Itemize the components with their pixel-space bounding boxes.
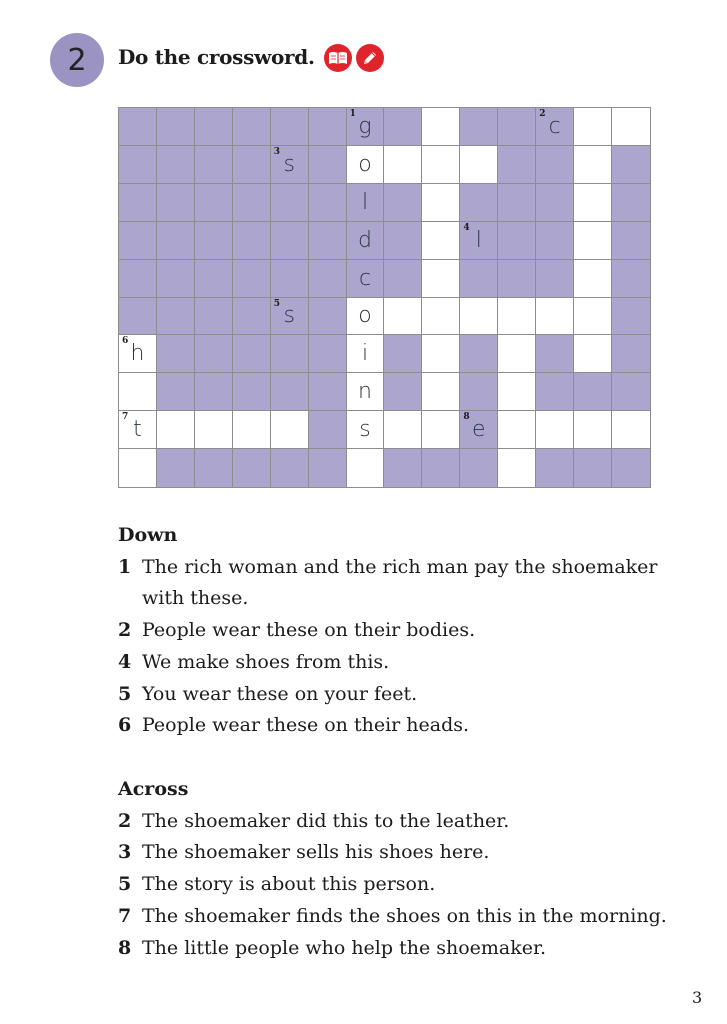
crossword-cell[interactable] [422, 335, 460, 373]
crossword-shaded-cell [271, 449, 309, 487]
clue-text: You wear these on your feet. [142, 682, 418, 705]
cell-letter: e [472, 417, 486, 443]
clue-number: 4 [118, 650, 132, 673]
crossword-shaded-cell [460, 411, 498, 449]
clue-number: 5 [118, 682, 132, 705]
clue-text: The shoemaker sells his shoes here. [142, 841, 490, 864]
crossword-shaded-cell [612, 298, 650, 336]
crossword-cell[interactable] [574, 146, 612, 184]
clue-item [118, 901, 702, 933]
crossword-shaded-cell [233, 108, 271, 146]
crossword-shaded-cell [612, 449, 650, 487]
crossword-cell[interactable] [574, 298, 612, 336]
crossword-cell[interactable] [574, 108, 612, 146]
crossword-shaded-cell [460, 373, 498, 411]
crossword-cell[interactable] [384, 298, 422, 336]
crossword-shaded-cell [612, 373, 650, 411]
clue-number-label: 7 [122, 412, 129, 423]
crossword-cell[interactable] [347, 411, 385, 449]
crossword-cell[interactable] [384, 146, 422, 184]
crossword-shaded-cell [309, 108, 347, 146]
exercise-number-badge [50, 33, 104, 87]
crossword-shaded-cell [347, 222, 385, 260]
clue-number: 6 [118, 714, 132, 737]
crossword-shaded-cell [157, 108, 195, 146]
clue-number: 2 [118, 809, 132, 832]
crossword-shaded-cell [233, 184, 271, 222]
crossword-shaded-cell [384, 222, 422, 260]
crossword-shaded-cell [574, 373, 612, 411]
crossword-shaded-cell [119, 184, 157, 222]
crossword-shaded-cell [536, 260, 574, 298]
crossword-shaded-cell [460, 335, 498, 373]
crossword-shaded-cell [384, 184, 422, 222]
clue-item [118, 679, 702, 711]
crossword-shaded-cell [157, 449, 195, 487]
crossword-shaded-cell [195, 335, 233, 373]
crossword-shaded-cell [384, 373, 422, 411]
crossword-shaded-cell [233, 222, 271, 260]
cell-letter: l [361, 189, 369, 215]
cell-letter: d [358, 227, 372, 253]
clue-number-label: 4 [463, 222, 470, 233]
crossword-cell[interactable] [422, 373, 460, 411]
crossword-shaded-cell [157, 298, 195, 336]
crossword-shaded-cell [119, 298, 157, 336]
clue-number-label: 1 [349, 109, 356, 119]
crossword-shaded-cell [309, 373, 347, 411]
crossword-cell[interactable] [347, 146, 385, 184]
crossword-shaded-cell [195, 373, 233, 411]
crossword-shaded-cell [612, 184, 650, 222]
clue-number-label: 6 [122, 336, 129, 347]
crossword-cell[interactable] [574, 222, 612, 260]
crossword-cell[interactable] [574, 260, 612, 298]
crossword-cell[interactable] [536, 411, 574, 449]
clue-item [118, 647, 702, 679]
crossword-shaded-cell [233, 260, 271, 298]
crossword-shaded-cell [157, 335, 195, 373]
crossword-shaded-cell [119, 222, 157, 260]
exercise-number: 2 [67, 42, 87, 78]
pencil-icon [356, 44, 384, 72]
clue-item [118, 933, 702, 965]
crossword-shaded-cell [271, 373, 309, 411]
crossword-shaded-cell [460, 222, 498, 260]
crossword-shaded-cell [460, 449, 498, 487]
crossword-cell[interactable] [574, 411, 612, 449]
clue-number-label: 8 [463, 412, 470, 423]
crossword-cell[interactable] [460, 146, 498, 184]
crossword-cell[interactable] [422, 260, 460, 298]
crossword-shaded-cell [309, 184, 347, 222]
crossword-cell[interactable] [271, 411, 309, 449]
clue-item [118, 869, 702, 901]
cell-letter: s [283, 151, 295, 177]
clue-text: The story is about this person. [142, 873, 436, 896]
crossword-shaded-cell [347, 184, 385, 222]
crossword-shaded-cell [309, 335, 347, 373]
crossword-shaded-cell [498, 108, 536, 146]
crossword-cell[interactable] [347, 373, 385, 411]
crossword-shaded-cell [195, 222, 233, 260]
crossword-cell[interactable] [119, 449, 157, 487]
crossword-cell[interactable] [119, 373, 157, 411]
crossword-shaded-cell [460, 108, 498, 146]
crossword-shaded-cell [498, 260, 536, 298]
crossword-cell[interactable] [347, 298, 385, 336]
crossword-shaded-cell [195, 449, 233, 487]
clue-number-label: 3 [273, 146, 280, 157]
cell-letter: i [361, 341, 369, 367]
crossword-shaded-cell [233, 298, 271, 336]
crossword-shaded-cell [536, 184, 574, 222]
crossword-shaded-cell [422, 449, 460, 487]
clue-text: We make shoes from this. [142, 650, 390, 673]
crossword-shaded-cell [157, 184, 195, 222]
crossword-shaded-cell [271, 146, 309, 184]
across-clues [118, 774, 702, 964]
crossword-cell[interactable] [422, 146, 460, 184]
crossword-shaded-cell [460, 260, 498, 298]
crossword-shaded-cell [536, 449, 574, 487]
crossword-shaded-cell [195, 146, 233, 184]
crossword-cell[interactable] [422, 108, 460, 146]
crossword-shaded-cell [233, 146, 271, 184]
crossword-shaded-cell [157, 260, 195, 298]
cell-letter: c [548, 113, 561, 139]
clue-number-label: 2 [539, 109, 546, 119]
crossword-shaded-cell [384, 108, 422, 146]
crossword-cell[interactable] [612, 108, 650, 146]
cell-letter: n [358, 379, 372, 405]
clue-text: The shoemaker finds the shoes on this in the morning. [142, 904, 667, 927]
clue-item [118, 837, 702, 869]
crossword-shaded-cell [574, 449, 612, 487]
clue-item [118, 806, 702, 838]
crossword-shaded-cell [271, 108, 309, 146]
crossword-shaded-cell [309, 146, 347, 184]
cell-letter: s [283, 303, 295, 329]
crossword-shaded-cell [384, 260, 422, 298]
crossword-shaded-cell [195, 298, 233, 336]
clue-number: 1 [118, 555, 132, 578]
clue-text: People wear these on their bodies. [142, 619, 476, 642]
cell-letter: c [358, 265, 372, 291]
crossword-shaded-cell [384, 449, 422, 487]
clue-text: The rich woman and the rich man pay the shoemaker with these. [142, 555, 658, 610]
cell-letter: t [133, 417, 142, 443]
crossword-shaded-cell [536, 335, 574, 373]
crossword-shaded-cell [309, 449, 347, 487]
crossword-cell[interactable] [119, 335, 157, 373]
crossword-cell[interactable] [498, 449, 536, 487]
down-heading: Down [118, 524, 178, 546]
clue-number: 5 [118, 873, 132, 896]
crossword-shaded-cell [347, 108, 385, 146]
crossword-shaded-cell [460, 184, 498, 222]
across-heading: Across [118, 778, 189, 800]
crossword-shaded-cell [233, 335, 271, 373]
cell-letter: h [130, 341, 145, 367]
cell-letter: o [358, 151, 372, 177]
clue-number: 3 [118, 841, 132, 864]
crossword-shaded-cell [195, 108, 233, 146]
crossword-shaded-cell [309, 260, 347, 298]
crossword-shaded-cell [612, 335, 650, 373]
crossword-cell[interactable] [422, 298, 460, 336]
clue-text: The shoemaker did this to the leather. [142, 809, 510, 832]
clue-text: The little people who help the shoemaker. [142, 936, 547, 959]
crossword-shaded-cell [271, 222, 309, 260]
crossword-cell[interactable] [195, 411, 233, 449]
crossword-shaded-cell [271, 260, 309, 298]
crossword-shaded-cell [536, 108, 574, 146]
crossword-shaded-cell [233, 449, 271, 487]
clue-number: 7 [118, 904, 132, 927]
clue-item [118, 615, 702, 647]
crossword-shaded-cell [498, 146, 536, 184]
crossword-cell[interactable] [384, 411, 422, 449]
crossword-shaded-cell [498, 184, 536, 222]
crossword-cell[interactable] [422, 411, 460, 449]
clue-number: 2 [118, 619, 132, 642]
crossword-shaded-cell [384, 335, 422, 373]
clue-number: 8 [118, 936, 132, 959]
book-icon [324, 44, 352, 72]
crossword-cell[interactable] [612, 411, 650, 449]
crossword-shaded-cell [233, 373, 271, 411]
cell-letter: s [359, 417, 371, 443]
crossword-cell[interactable] [460, 298, 498, 336]
crossword-cell[interactable] [422, 222, 460, 260]
clue-item [118, 710, 702, 742]
crossword-cell[interactable] [233, 411, 271, 449]
crossword-shaded-cell [157, 222, 195, 260]
crossword-cell[interactable] [157, 411, 195, 449]
cell-letter: o [358, 303, 372, 329]
crossword-shaded-cell [271, 298, 309, 336]
crossword-shaded-cell [157, 373, 195, 411]
crossword-cell[interactable] [536, 298, 574, 336]
crossword-shaded-cell [119, 260, 157, 298]
clue-item [118, 552, 702, 615]
crossword-shaded-cell [309, 298, 347, 336]
crossword-cell[interactable] [498, 335, 536, 373]
crossword-cell[interactable] [347, 449, 385, 487]
crossword-cell[interactable] [574, 184, 612, 222]
down-clues [118, 520, 702, 742]
cell-letter: g [358, 113, 372, 139]
crossword-shaded-cell [119, 146, 157, 184]
crossword-cell[interactable] [347, 335, 385, 373]
crossword-shaded-cell [157, 146, 195, 184]
crossword-cell[interactable] [498, 411, 536, 449]
clue-text: People wear these on their heads. [142, 714, 470, 737]
crossword-shaded-cell [195, 260, 233, 298]
crossword-shaded-cell [309, 411, 347, 449]
crossword-shaded-cell [498, 222, 536, 260]
crossword-shaded-cell [119, 108, 157, 146]
crossword-shaded-cell [271, 184, 309, 222]
crossword-shaded-cell [612, 146, 650, 184]
crossword-cell[interactable] [422, 184, 460, 222]
crossword-shaded-cell [536, 222, 574, 260]
crossword-grid [118, 107, 651, 488]
crossword-shaded-cell [195, 184, 233, 222]
crossword-shaded-cell [271, 335, 309, 373]
crossword-shaded-cell [612, 222, 650, 260]
crossword-cell[interactable] [574, 335, 612, 373]
cell-letter: l [475, 227, 482, 253]
crossword-cell[interactable] [498, 298, 536, 336]
crossword-shaded-cell [309, 222, 347, 260]
page-number: 3 [692, 988, 703, 1007]
crossword-shaded-cell [536, 373, 574, 411]
crossword-shaded-cell [536, 146, 574, 184]
instruction-text: Do the crossword. [118, 45, 315, 69]
crossword-shaded-cell [612, 260, 650, 298]
crossword-cell[interactable] [498, 373, 536, 411]
clue-number-label: 5 [273, 298, 280, 309]
crossword-cell[interactable] [119, 411, 157, 449]
crossword-shaded-cell [347, 260, 385, 298]
